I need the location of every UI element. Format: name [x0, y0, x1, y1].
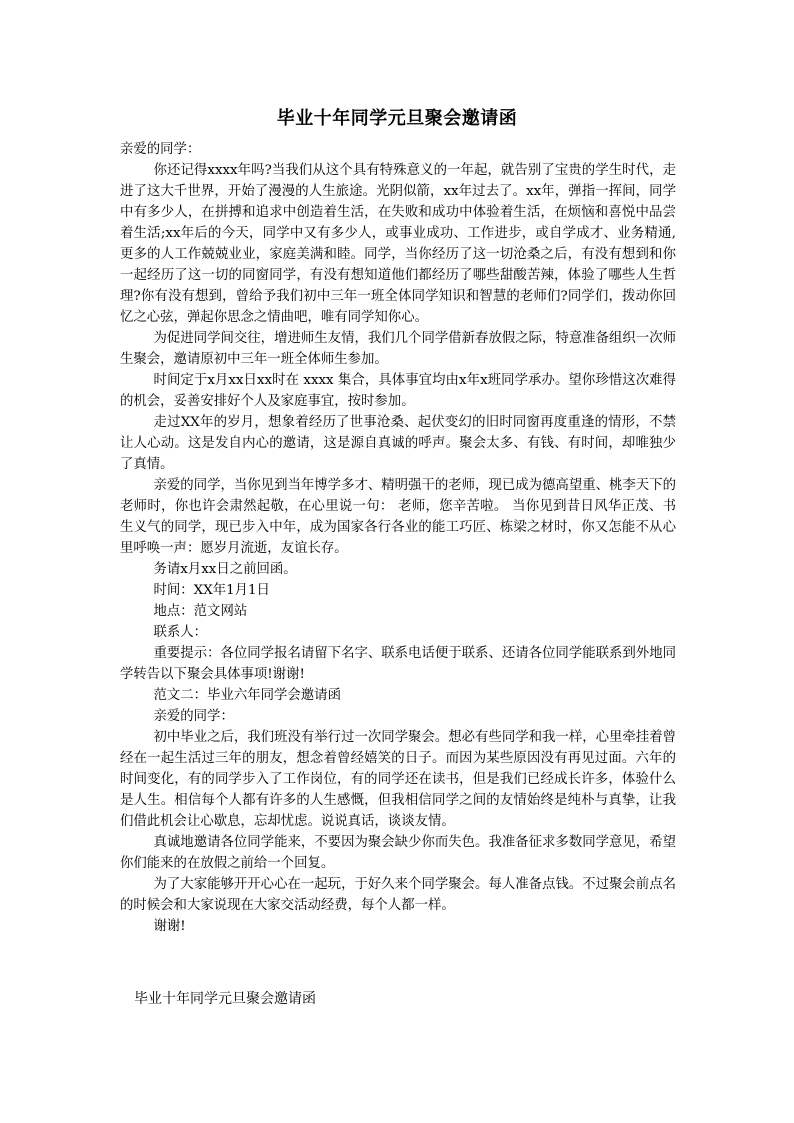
body-paragraph: 时间：XX年1月1日 [153, 583, 270, 598]
body-paragraph: 亲爱的同学： [120, 142, 201, 157]
body-paragraph: 谢谢! [153, 919, 186, 934]
body-paragraph: 务请x月xx日之前回函。 [153, 562, 297, 577]
body-paragraph: 重要提示：各位同学报名请留下名字、联系电话便于联系、还请各位同学能联系到外地同学转告以下聚会具体事项!谢谢! [120, 646, 676, 682]
body-paragraph: 初中毕业之后，我们班没有举行过一次同学聚会。想必有些同学和我一样，心里牵挂着曾经在一起生活过三年的朋友，想念着曾经嬉笑的日子。而因为某些原因没有再见过面。六年的时间变化，有的同学步入了工作岗位，有的同学还在读书，但是我们已经成长许多，体验什么是人生。相信每个人都有许多的人生感慨，但我相信同学之间的友情始终是纯朴与真挚，让我们借此机会让心歇息，忘却忧虑。说说真话，谈谈友情。 [120, 730, 676, 829]
body-paragraph: 你还记得xxxx年吗?当我们从这个具有特殊意义的一年起，就告别了宝贵的学生时代，走进了这大千世界，开始了漫漫的人生旅途。光阴似箭，xx年过去了。xx年，弹指一挥间，同学中有多少人，在拼搏和追求中创造着生活，在失败和成功中体验着生活，在烦恼和喜悦中品尝着生活;xx年后的今天，同学中又有多少人，或事业成功、工作进步，或自学成才、业务精通,更多的人工作兢兢业业，家庭美满和睦。同学，当你经历了这一切沧桑之后，有没有想到和你一起经历了这一切的同窗同学，有没有想知道他们都经历了哪些甜酸苦辣，体验了哪些人生哲理?你有没有想到，曾给予我们初中三年一班全体同学知识和智慧的老师们?同学们，拨动你回忆之心弦，弹起你思念之情曲吧，唯有同学知你心。 [120, 163, 676, 325]
body-paragraph: 为了大家能够开开心心在一起玩，于好久来个同学聚会。每人准备点钱。不过聚会前点名的时候会和大家说现在大家交活动经费，每个人都一样。 [120, 877, 676, 913]
body-paragraph: 时间定于x月xx日xx时在 xxxx 集合，具体事宜均由x年x班同学承办。望你珍惜这次难得的机会，妥善安排好个人及家庭事宜，按时参加。 [120, 373, 676, 409]
body-paragraph: 走过XX年的岁月，想象着经历了世事沧桑、起伏变幻的旧时同窗再度重逢的情形，不禁让人心动。这是发自内心的邀请，这是源自真诚的呼声。聚会太多、有钱、有时间，却唯独少了真情。 [120, 415, 676, 472]
document-title: 毕业十年同学元旦聚会邀请函 [276, 108, 518, 129]
body-paragraph: 地点：范文网站 [153, 604, 248, 619]
body-paragraph: 范文二：毕业六年同学会邀请函 [153, 688, 341, 703]
body-paragraph: 亲爱的同学，当你见到当年博学多才、精明强干的老师，现已成为德高望重、桃李天下的老师时，你也许会肃然起敬，在心里说一句： 老师，您辛苦啦。 当你见到昔日风华正茂、书生义气的同学，现已步入中年，成为国家各行各业的能工巧匠、栋梁之材时，你又怎能不从心里呼唤一声：愿岁月流逝，友谊长存。 [120, 478, 676, 556]
document-footer: 毕业十年同学元旦聚会邀请函 [134, 991, 316, 1007]
document-body [120, 139, 676, 937]
body-paragraph: 联系人： [153, 625, 208, 640]
body-paragraph: 真诚地邀请各位同学能来，不要因为聚会缺少你而失色。我准备征求多数同学意见，希望你们能来的在放假之前给一个回复。 [120, 835, 676, 871]
body-paragraph: 为促进同学间交往，增进师生友情，我们几个同学借新春放假之际，特意准备组织一次师生聚会，邀请原初中三年一班全体师生参加。 [120, 331, 676, 367]
body-paragraph: 亲爱的同学： [153, 709, 234, 724]
